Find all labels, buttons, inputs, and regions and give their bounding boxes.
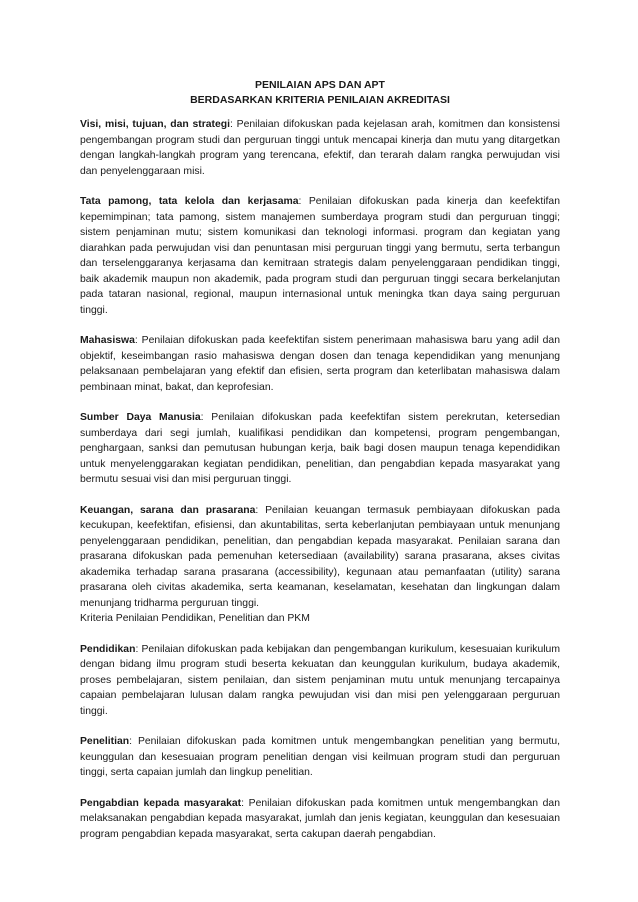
- document-title: [80, 78, 560, 108]
- section-mahasiswa: [80, 333, 560, 395]
- section-body: : Penilaian keuangan termasuk pembiayaan difokuskan pada kecukupan, keefektifan, efisiensi, dan akuntabilitas, serta keberlanjutan pembiayaan untuk menunjang penyelenggaraan pendidikan, penelitian, dan pengabdian kepada masyarakat. Penilaian sarana dan prasarana difokuskan pada pemenuhan ketersediaan (availability) sarana prasarana, akses civitas akademika terhadap sarana prasarana (accessibility), kegunaan atau pemanfaatan (utility) sarana prasarana oleh civitas akademika, serta keamanan, keselamatan, kesehatan dan lingkungan dalam menunjang tridharma perguruan tinggi.: [80, 504, 560, 609]
- subheading-kriteria: Kriteria Penilaian Pendidikan, Penelitian dan PKM: [80, 613, 310, 624]
- title-line-1: PENILAIAN APS DAN APT: [255, 79, 385, 91]
- section-penelitian: [80, 734, 560, 781]
- section-heading: Mahasiswa: [80, 335, 135, 346]
- section-body: : Penilaian difokuskan pada komitmen untuk mengembangkan dan melaksanakan pengabdian kepada masyarakat, jumlah dan jenis kegiatan, keunggulan dan kesesuaian program pengabdian kepada masyarakat, serta cakupan daerah pengabdian.: [80, 797, 560, 840]
- section-body: : Penilaian difokuskan pada kejelasan arah, komitmen dan konsistensi pengembangan program studi dan perguruan tinggi untuk mencapai kinerja dan mutu yang ditargetkan dengan langkah-langkah program yang terencana, efektif, dan terarah dalam rangka perwujudan visi dan penyelenggaraan misi.: [80, 119, 560, 177]
- section-tata-pamong: [80, 194, 560, 318]
- section-body: : Penilaian difokuskan pada kebijakan dan pengembangan kurikulum, kesesuaian kurikulum dengan bidang ilmu program studi beserta kekuatan dan keunggulan kurikulum, budaya akademik, proses pembelajaran, sistem penilaian, dan sistem penjaminan mutu untuk menunjang tercapainya capaian pembelajaran lulusan dalam rangka pewujudan visi dan misi pen yelenggaraan perguruan tinggi.: [80, 643, 560, 717]
- title-line-2: BERDASARKAN KRITERIA PENILAIAN AKREDITASI: [190, 94, 450, 106]
- section-body: : Penilaian difokuskan pada keefektifan sistem penerimaan mahasiswa baru yang adil dan objektif, keseimbangan rasio mahasiswa dengan dosen dan tenaga kependidikan yang menunjang pelaksanaan pembelajaran yang efektif dan efisien, serta program dan keterlibatan mahasiswa dalam pembinaan minat, bakat, dan keprofesian.: [80, 335, 560, 393]
- section-heading: Sumber Daya Manusia: [80, 412, 201, 423]
- section-heading: Visi, misi, tujuan, dan strategi: [80, 119, 231, 130]
- section-pendidikan: [80, 642, 560, 720]
- section-heading: Tata pamong, tata kelola dan kerjasama: [80, 196, 299, 207]
- section-heading: Penelitian: [80, 736, 130, 747]
- section-body: : Penilaian difokuskan pada komitmen untuk mengembangkan penelitian yang bermutu, keunggulan dan kesesuaian program penelitian dengan visi keilmuan program studi dan perguruan tinggi, serta capaian jumlah dan lingkup penelitian.: [80, 736, 560, 778]
- section-visi-misi: [80, 117, 560, 179]
- section-pengabdian: [80, 796, 560, 843]
- section-keuangan: [80, 503, 560, 612]
- section-body: : Penilaian difokuskan pada keefektifan sistem perekrutan, ketersedian sumberdaya dari segi jumlah, kualifikasi pendidikan dan kompetensi, program pengembangan, penghargaan, sanksi dan pemutusan hubungan kerja, baik bagi dosen maupun tenaga kependidikan untuk menyelenggarakan kegiatan pendidikan, penelitian, dan pengabdian kepada masyarakat yang bermutu sesuai visi dan misi perguruan tinggi.: [80, 412, 560, 485]
- section-heading: Pengabdian kepada masyarakat: [80, 797, 242, 809]
- section-heading: Keuangan, sarana dan prasarana: [80, 504, 256, 516]
- section-sdm: [80, 410, 560, 488]
- section-body: : Penilaian difokuskan pada kinerja dan keefektifan kepemimpinan; tata pamong, sistem manajemen sumberdaya program studi dan perguruan tinggi; sistem penjaminan mutu; sistem komunikasi dan teknologi informasi. program dan kegiatan yang diarahkan pada perwujudan visi dan penuntasan misi perguruan tinggi yang bermutu, serta terbangun dan terselenggaranya kerjasama dan kemitraan strategis dalam penyelenggaraan pendidikan tinggi, baik akademik maupun non akademik, pada program studi dan perguruan tinggi secara berkelanjutan pada tataran nasional, regional, maupun internasional untuk meningka tkan daya saing perguruan tinggi.: [80, 196, 560, 316]
- section-heading: Pendidikan: [80, 643, 136, 655]
